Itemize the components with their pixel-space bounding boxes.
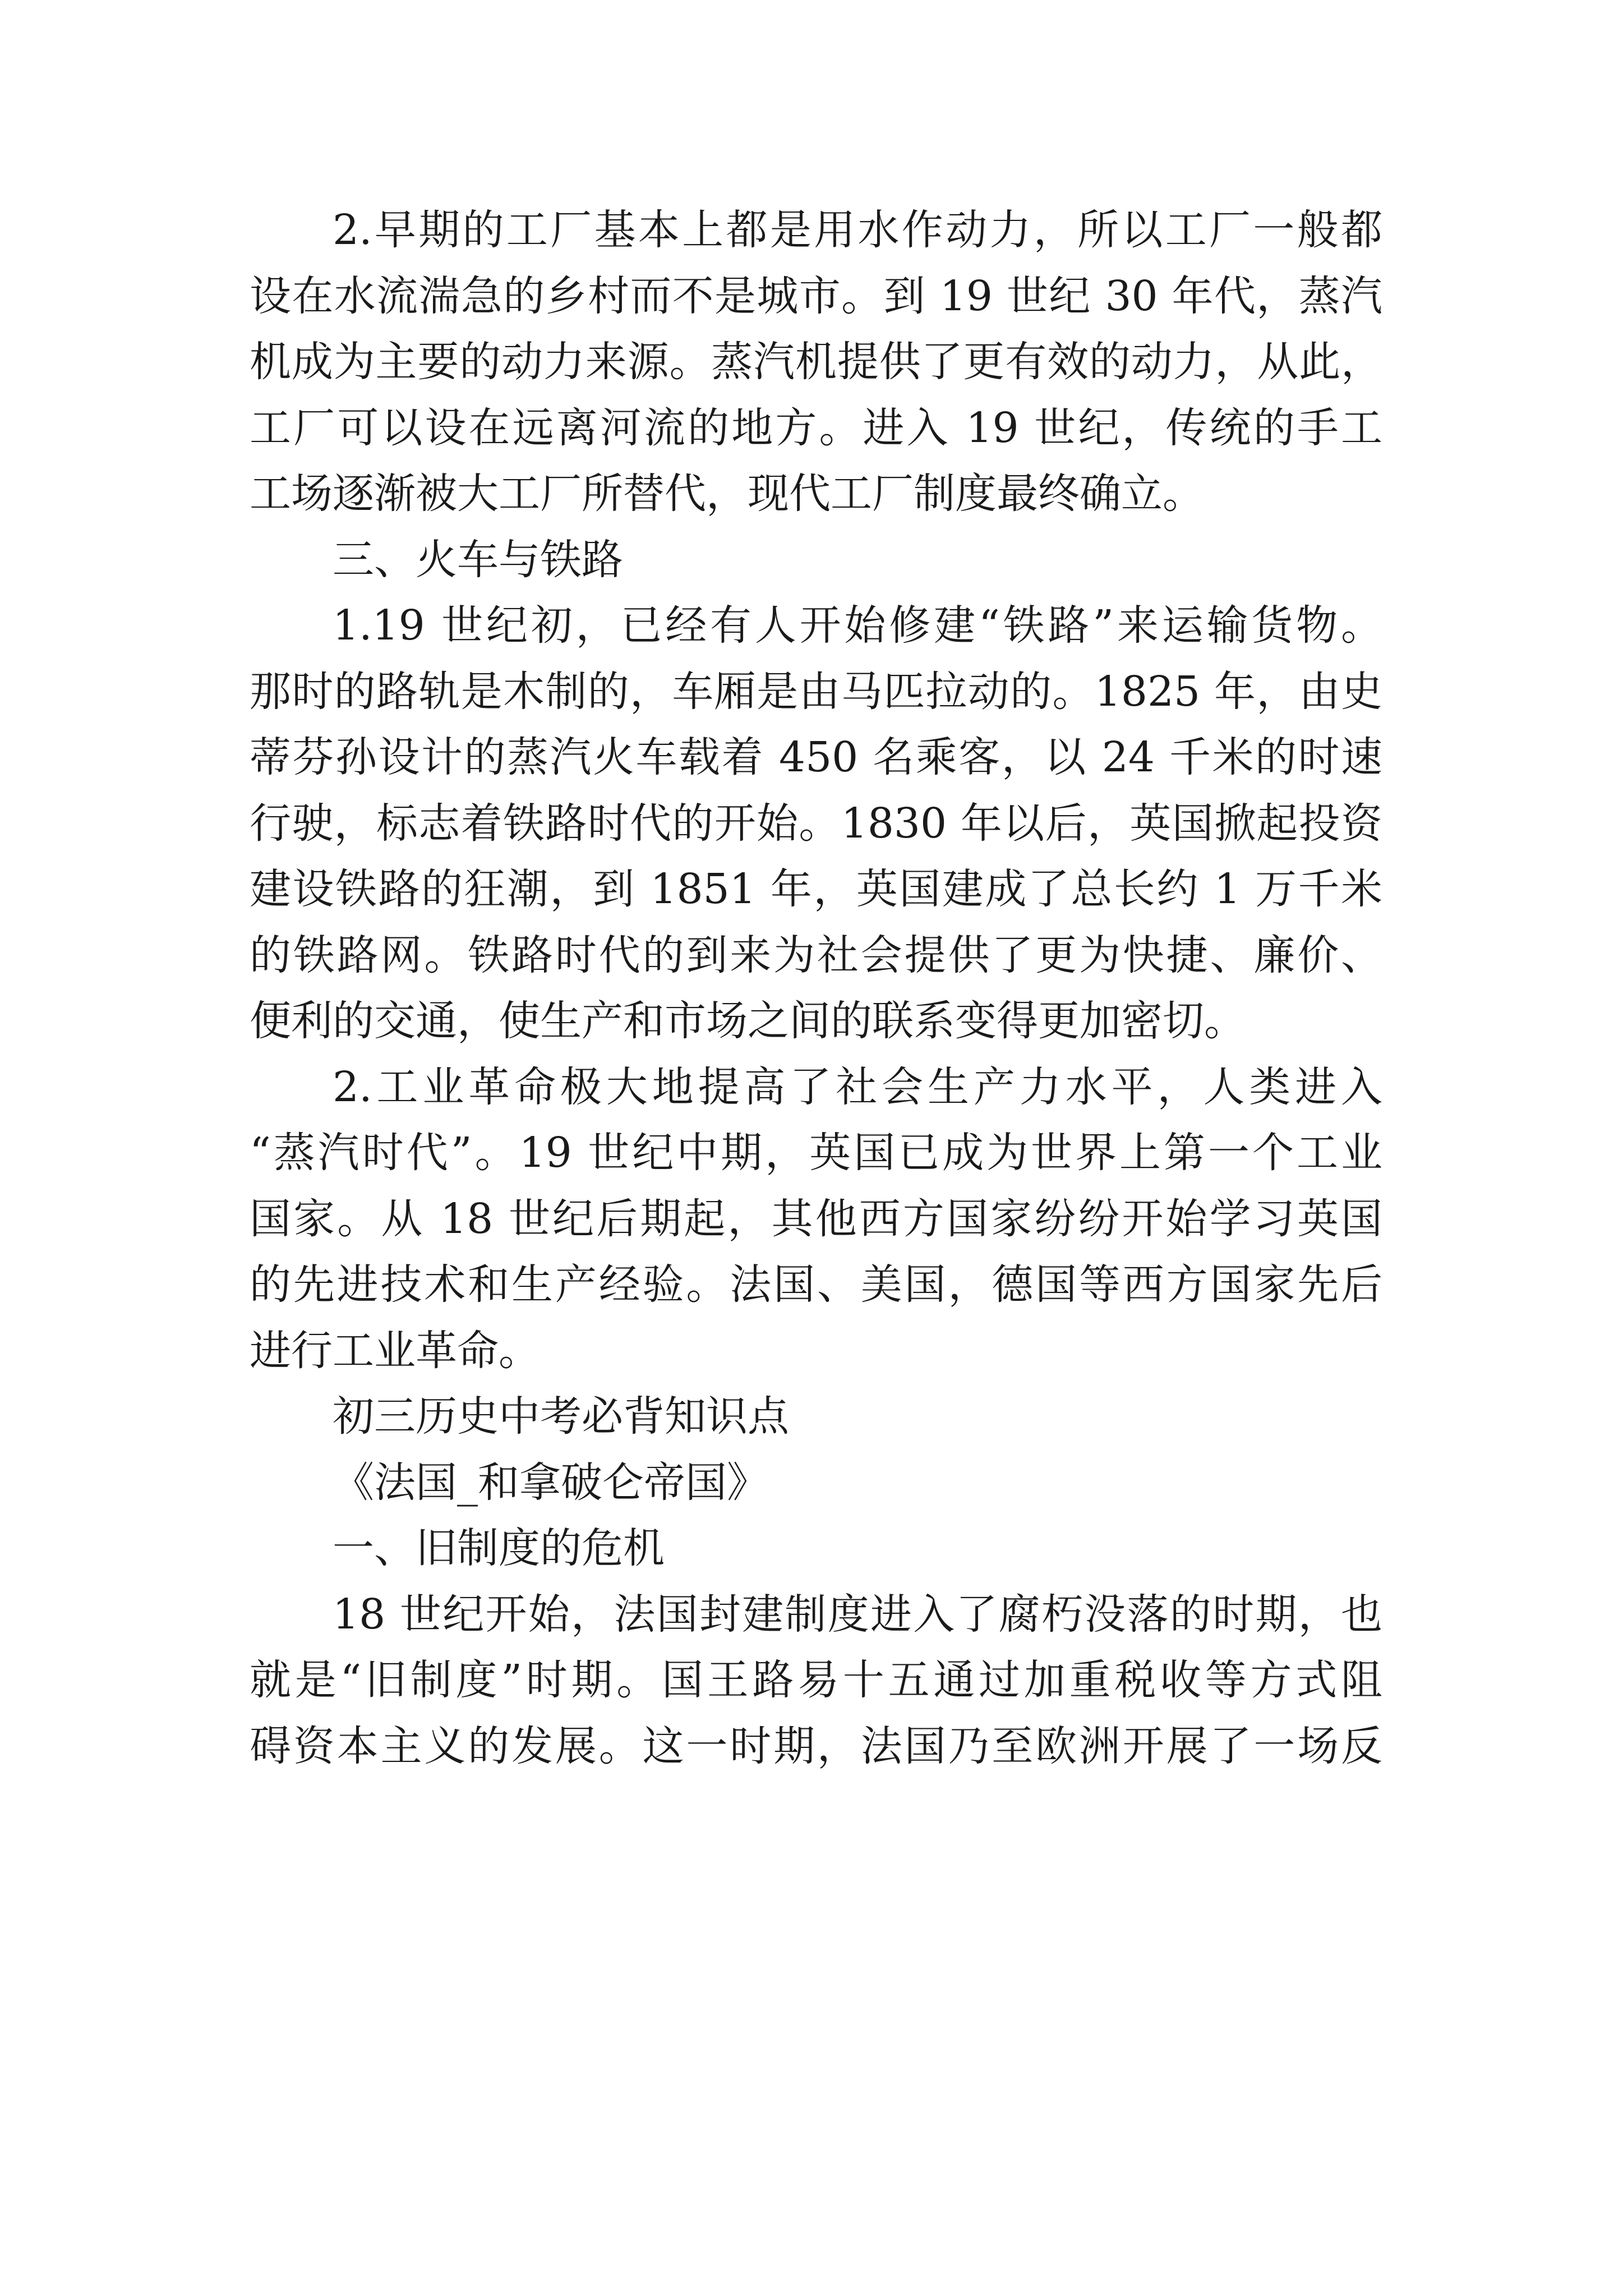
section-heading: 一、旧制度的危机 bbox=[333, 1524, 665, 1572]
text-line: 2.工业革命极大地提高了社会生产力水平，人类进入 bbox=[333, 1062, 1382, 1111]
text-line: 18 世纪开始，法国封建制度进入了腐朽没落的时期，也 bbox=[333, 1590, 1382, 1639]
text-line: 那时的路轨是木制的，车厢是由马匹拉动的。1825 年，由史 bbox=[250, 667, 1382, 716]
text-line: 工厂可以设在远离河流的地方。进入 19 世纪，传统的手工 bbox=[250, 403, 1382, 452]
text-line: 1.19 世纪初，已经有人开始修建“铁路”来运输货物。 bbox=[333, 601, 1382, 650]
lesson-title: 《法国_和拿破仑帝国》 bbox=[333, 1458, 768, 1507]
document-body bbox=[250, 197, 1382, 1779]
text-line: 的先进技术和生产经验。法国、美国，德国等西方国家先后 bbox=[250, 1260, 1382, 1309]
text-line: 蒂芬孙设计的蒸汽火车载着 450 名乘客，以 24 千米的时速 bbox=[250, 733, 1382, 781]
text-line: 工场逐渐被大工厂所替代，现代工厂制度最终确立。 bbox=[250, 470, 1204, 518]
text-line: 便利的交通，使生产和市场之间的联系变得更加密切。 bbox=[250, 997, 1246, 1045]
text-line: 就是“旧制度”时期。国王路易十五通过加重税收等方式阻 bbox=[250, 1656, 1382, 1704]
text-line: 碍资本主义的发展。这一时期，法国乃至欧洲开展了一场反 bbox=[250, 1722, 1382, 1770]
text-line: 国家。从 18 世纪后期起，其他西方国家纷纷开始学习英国 bbox=[250, 1194, 1382, 1243]
document-heading: 初三历史中考必背知识点 bbox=[333, 1392, 789, 1441]
text-line: 2.早期的工厂基本上都是用水作动力，所以工厂一般都 bbox=[333, 206, 1382, 254]
section-heading: 三、火车与铁路 bbox=[333, 535, 623, 584]
text-line: 的铁路网。铁路时代的到来为社会提供了更为快捷、廉价、 bbox=[250, 931, 1382, 979]
text-line: “蒸汽时代”。19 世纪中期，英国已成为世界上第一个工业 bbox=[250, 1129, 1382, 1177]
text-line: 机成为主要的动力来源。蒸汽机提供了更有效的动力，从此， bbox=[250, 338, 1382, 386]
text-line: 进行工业革命。 bbox=[250, 1326, 540, 1375]
text-line: 建设铁路的狂潮，到 1851 年，英国建成了总长约 1 万千米 bbox=[250, 865, 1382, 913]
text-line: 行驶，标志着铁路时代的开始。1830 年以后，英国掀起投资 bbox=[250, 799, 1382, 848]
text-line: 设在水流湍急的乡村而不是城市。到 19 世纪 30 年代，蒸汽 bbox=[250, 272, 1382, 320]
